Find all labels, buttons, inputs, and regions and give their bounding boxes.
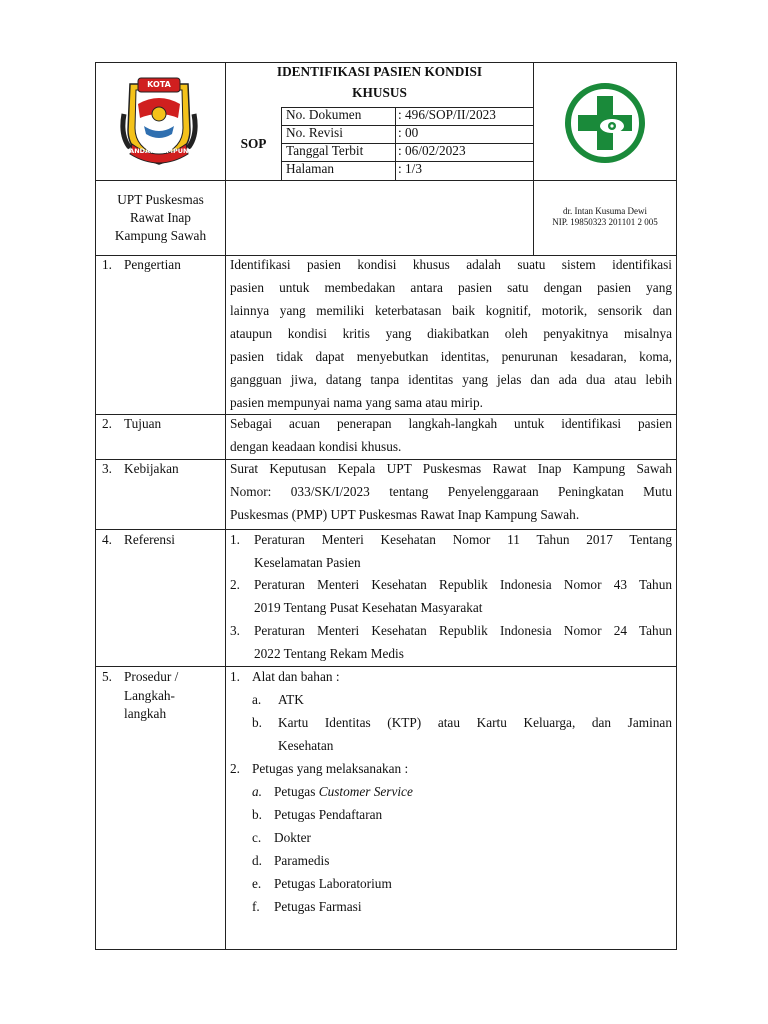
field-value-no-dokumen: : 496/SOP/II/2023 [398, 107, 496, 122]
list-item: Petugas Pendaftaran [274, 807, 383, 822]
sop-label: SOP [240, 136, 267, 151]
field-label-no-revisi: No. Revisi [286, 125, 343, 140]
signer-nip: NIP. 19850323 201101 2 005 [552, 217, 658, 227]
list-item-number: 2. [230, 577, 240, 592]
section-number: 4. [102, 532, 112, 547]
list-item-number: 1. [230, 532, 240, 547]
field-label-no-dokumen: No. Dokumen [286, 107, 362, 122]
list-item-number: 2. [230, 761, 240, 776]
list-item: Petugas Laboratorium [274, 876, 392, 891]
list-item: Kartu Identitas (KTP) atau Kartu Keluarga, dan Jaminan [278, 715, 672, 730]
list-item: Alat dan bahan : [252, 669, 340, 684]
document-title-line2: KHUSUS [352, 85, 407, 100]
puskesmas-logo-icon [564, 82, 646, 164]
list-item: ATK [278, 692, 304, 707]
list-item: Paramedis [274, 853, 330, 868]
section-label-referensi: Referensi [124, 532, 175, 547]
list-item: Peraturan Menteri Kesehatan Nomor 11 Tahun 2017 Tentang [254, 532, 672, 547]
list-item-number: 1. [230, 669, 240, 684]
list-item: Petugas yang melaksanakan : [252, 761, 409, 776]
field-label-tanggal-terbit: Tanggal Terbit [286, 143, 364, 158]
signer-name: dr. Intan Kusuma Dewi [563, 206, 647, 216]
section-label-tujuan: Tujuan [124, 416, 162, 431]
list-item: Dokter [274, 830, 311, 845]
list-item: Peraturan Menteri Kesehatan Republik Indonesia Nomor 43 Tahun [254, 577, 672, 592]
section-number: 3. [102, 461, 112, 476]
section-label-prosedur: Prosedur / [124, 669, 179, 684]
org-name-line3: Kampung Sawah [114, 228, 207, 243]
list-item: Petugas Customer Service [274, 784, 413, 799]
list-item: Petugas Farmasi [274, 899, 362, 914]
section-label-kebijakan: Kebijakan [124, 461, 179, 476]
kota-bandar-lampung-emblem [118, 74, 200, 168]
list-item-number: 3. [230, 623, 240, 638]
emblem-bottom-text: BANDAR LAMPUNG [124, 147, 194, 155]
document-title-line1: IDENTIFIKASI PASIEN KONDISI [276, 64, 483, 79]
emblem-top-text: KOTA [147, 80, 171, 89]
section-label-pengertian: Pengertian [124, 257, 181, 272]
field-value-tanggal-terbit: : 06/02/2023 [398, 143, 466, 158]
field-label-halaman: Halaman [286, 161, 334, 176]
section-number: 5. [102, 669, 112, 684]
section-number: 2. [102, 416, 112, 431]
field-value-halaman: : 1/3 [398, 161, 423, 176]
section-number: 1. [102, 257, 112, 272]
org-name-line1: UPT Puskesmas [117, 192, 204, 207]
list-item: Peraturan Menteri Kesehatan Republik Indonesia Nomor 24 Tahun [254, 623, 672, 638]
org-name-line2: Rawat Inap [130, 210, 191, 225]
field-value-no-revisi: : 00 [398, 125, 419, 140]
